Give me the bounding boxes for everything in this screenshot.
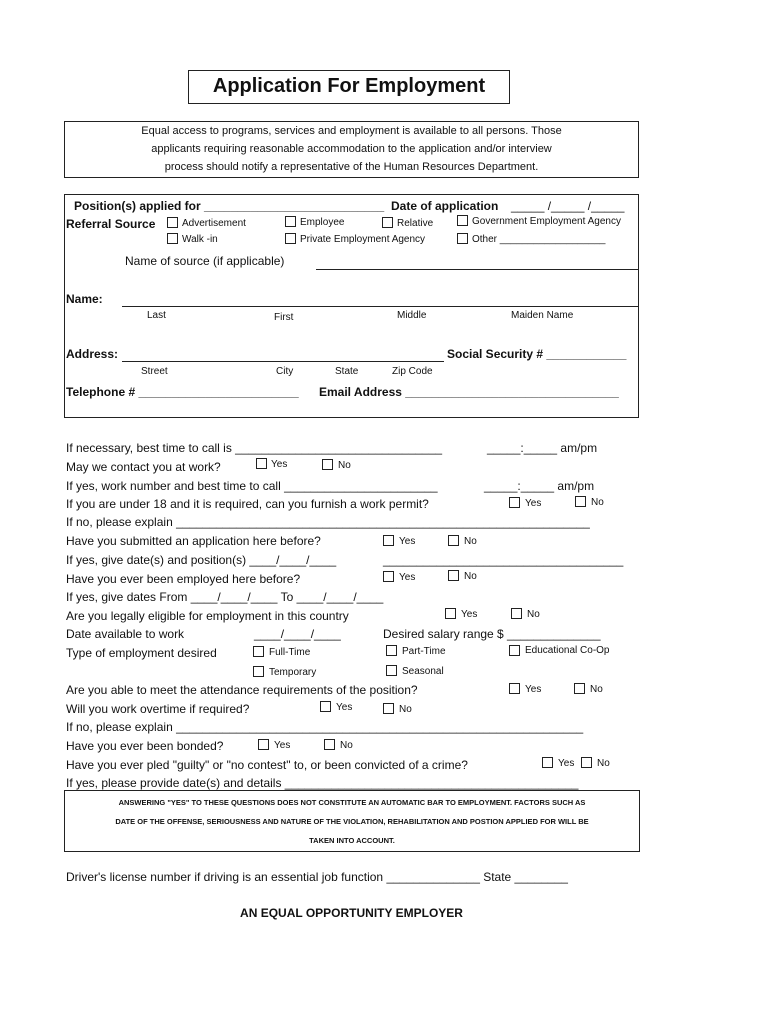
guilty-no-checkbox[interactable]	[581, 757, 592, 768]
telephone-field[interactable]: Telephone # ________________________	[66, 385, 299, 399]
ssn-field[interactable]: Social Security # ____________	[447, 347, 627, 361]
bonded-yes-checkbox[interactable]	[258, 739, 269, 750]
relative-checkbox[interactable]	[382, 217, 393, 228]
submitted-no-checkbox[interactable]	[448, 535, 459, 546]
fulltime-checkbox[interactable]	[253, 646, 264, 657]
employed-no-checkbox[interactable]	[448, 570, 459, 581]
attendance-no-label: No	[590, 684, 603, 695]
contact-at-work-label: May we contact you at work?	[66, 460, 221, 474]
eligible-no-label: No	[527, 609, 540, 620]
guilty-label: Have you ever pled "guilty" or "no contest" to, or been convicted of a crime?	[66, 758, 468, 772]
name-last-caption: Last	[147, 310, 166, 321]
attendance-yes-label: Yes	[525, 684, 542, 695]
eligible-yes-checkbox[interactable]	[445, 608, 456, 619]
notice-line-2: applicants requiring reasonable accommodation to the application and/or interview	[151, 143, 552, 155]
seasonal-checkbox[interactable]	[386, 665, 397, 676]
notice-line-3: process should notify a representative of the Human Resources Department.	[164, 161, 539, 173]
overtime-yes-checkbox[interactable]	[320, 701, 331, 712]
employed-yes-checkbox[interactable]	[383, 571, 394, 582]
disclaimer-line-3: TAKEN INTO ACCOUNT.	[309, 836, 395, 845]
bonded-yes-label: Yes	[274, 740, 291, 751]
seasonal-label: Seasonal	[402, 666, 444, 677]
if-no-explain-overtime-field[interactable]: If no, please explain _____________________________________________________________	[66, 720, 584, 734]
employed-yes-label: Yes	[399, 572, 416, 583]
submitted-position-field[interactable]: ____________________________________	[383, 553, 624, 567]
name-first-caption: First	[274, 312, 294, 323]
eligible-yes-label: Yes	[461, 609, 478, 620]
date-of-application-field[interactable]: _____ /_____ /_____	[511, 199, 625, 213]
bonded-no-label: No	[340, 740, 353, 751]
overtime-no-label: No	[399, 704, 412, 715]
submitted-no-label: No	[464, 536, 477, 547]
desired-salary-field[interactable]: Desired salary range $ ______________	[383, 627, 601, 641]
contact-yes-checkbox[interactable]	[256, 458, 267, 469]
address-city-caption: City	[276, 366, 294, 377]
other-label: Other ___________________	[472, 234, 606, 245]
relative-label: Relative	[397, 218, 434, 229]
overtime-no-checkbox[interactable]	[383, 703, 394, 714]
best-time-ampm[interactable]: _____:_____ am/pm	[487, 441, 598, 455]
address-street-caption: Street	[141, 366, 168, 377]
name-middle-caption: Middle	[397, 310, 427, 321]
private-agency-label: Private Employment Agency	[300, 234, 426, 245]
overtime-yes-label: Yes	[336, 702, 353, 713]
advertisement-label: Advertisement	[182, 218, 246, 229]
parttime-label: Part-Time	[402, 646, 446, 657]
employed-no-label: No	[464, 571, 477, 582]
date-available-label: Date available to work	[66, 627, 185, 641]
source-name-label: Name of source (if applicable)	[125, 254, 285, 268]
coop-label: Educational Co-Op	[525, 645, 610, 656]
temporary-label: Temporary	[269, 667, 317, 678]
submitted-yes-label: Yes	[399, 536, 416, 547]
disclaimer-line-1: ANSWERING "YES" TO THESE QUESTIONS DOES NOT CONSTITUTE AN AUTOMATIC BAR TO EMPLOYMENT. FACTORS SUCH AS	[118, 798, 586, 807]
gov-agency-checkbox[interactable]	[457, 215, 468, 226]
attendance-no-checkbox[interactable]	[574, 683, 585, 694]
source-name-field[interactable]	[316, 269, 638, 270]
employee-label: Employee	[300, 217, 345, 228]
date-of-application-label: Date of application	[391, 199, 499, 213]
contact-no-label: No	[338, 460, 351, 471]
advertisement-checkbox[interactable]	[167, 217, 178, 228]
overtime-label: Will you work overtime if required?	[66, 702, 250, 716]
eligible-label: Are you legally eligible for employment in this country	[66, 609, 349, 623]
disclaimer-line-2: DATE OF THE OFFENSE, SERIOUSNESS AND NATURE OF THE VIOLATION, REHABILITATION AND POSTION APPLIED FOR WILL BE	[115, 817, 589, 826]
coop-checkbox[interactable]	[509, 645, 520, 656]
submitted-dates-field[interactable]: If yes, give date(s) and position(s) ____/____/____	[66, 553, 337, 567]
employed-before-label: Have you ever been employed here before?	[66, 572, 301, 586]
bonded-label: Have you ever been bonded?	[66, 739, 224, 753]
address-zip-caption: Zip Code	[392, 366, 433, 377]
best-time-field[interactable]: If necessary, best time to call is _______________________________	[66, 441, 443, 455]
attendance-yes-checkbox[interactable]	[509, 683, 520, 694]
parttime-checkbox[interactable]	[386, 645, 397, 656]
walkin-checkbox[interactable]	[167, 233, 178, 244]
address-label: Address:	[66, 347, 119, 361]
guilty-details-field[interactable]: If yes, please provide date(s) and details ____________________________________________	[66, 776, 579, 790]
attendance-label: Are you able to meet the attendance requirements of the position?	[66, 683, 418, 697]
name-field[interactable]	[122, 306, 638, 307]
gov-agency-label: Government Employment Agency	[472, 216, 621, 227]
work-number-ampm[interactable]: _____:_____ am/pm	[484, 479, 595, 493]
temporary-checkbox[interactable]	[253, 666, 264, 677]
address-field[interactable]	[122, 361, 444, 362]
private-agency-checkbox[interactable]	[285, 233, 296, 244]
permit-yes-checkbox[interactable]	[509, 497, 520, 508]
submitted-yes-checkbox[interactable]	[383, 535, 394, 546]
drivers-license-field[interactable]: Driver's license number if driving is an essential job function ______________ State ________	[66, 870, 568, 884]
walkin-label: Walk -in	[182, 234, 218, 245]
employee-checkbox[interactable]	[285, 216, 296, 227]
permit-yes-label: Yes	[525, 498, 542, 509]
notice-line-1: Equal access to programs, services and employment is available to all persons. Those	[141, 125, 562, 137]
name-label: Name:	[66, 292, 103, 306]
permit-no-checkbox[interactable]	[575, 496, 586, 507]
guilty-no-label: No	[597, 758, 610, 769]
date-available-field[interactable]: ____/____/____	[254, 627, 341, 641]
employed-dates-field[interactable]: If yes, give dates From ____/____/____ To ____/____/____	[66, 590, 384, 604]
permit-no-label: No	[591, 497, 604, 508]
guilty-yes-checkbox[interactable]	[542, 757, 553, 768]
name-maiden-caption: Maiden Name	[511, 310, 574, 321]
address-state-caption: State	[335, 366, 359, 377]
position-field[interactable]: Position(s) applied for ___________________________	[74, 199, 385, 213]
equal-opportunity-footer: AN EQUAL OPPORTUNITY EMPLOYER	[240, 906, 463, 920]
other-checkbox[interactable]	[457, 233, 468, 244]
email-field[interactable]: Email Address ________________________________	[319, 385, 619, 399]
submitted-before-label: Have you submitted an application here before?	[66, 534, 321, 548]
contact-no-checkbox[interactable]	[322, 459, 333, 470]
eligible-no-checkbox[interactable]	[511, 608, 522, 619]
page-title: Application For Employment	[212, 75, 486, 97]
bonded-no-checkbox[interactable]	[324, 739, 335, 750]
referral-source-label: Referral Source	[66, 217, 156, 231]
employment-type-label: Type of employment desired	[66, 646, 217, 660]
fulltime-label: Full-Time	[269, 647, 311, 658]
work-number-field[interactable]: If yes, work number and best time to call _______________________	[66, 479, 438, 493]
work-permit-label: If you are under 18 and it is required, can you furnish a work permit?	[66, 497, 429, 511]
guilty-yes-label: Yes	[558, 758, 575, 769]
if-no-explain-field[interactable]: If no, please explain ______________________________________________________________	[66, 515, 590, 529]
contact-yes-label: Yes	[271, 459, 288, 470]
